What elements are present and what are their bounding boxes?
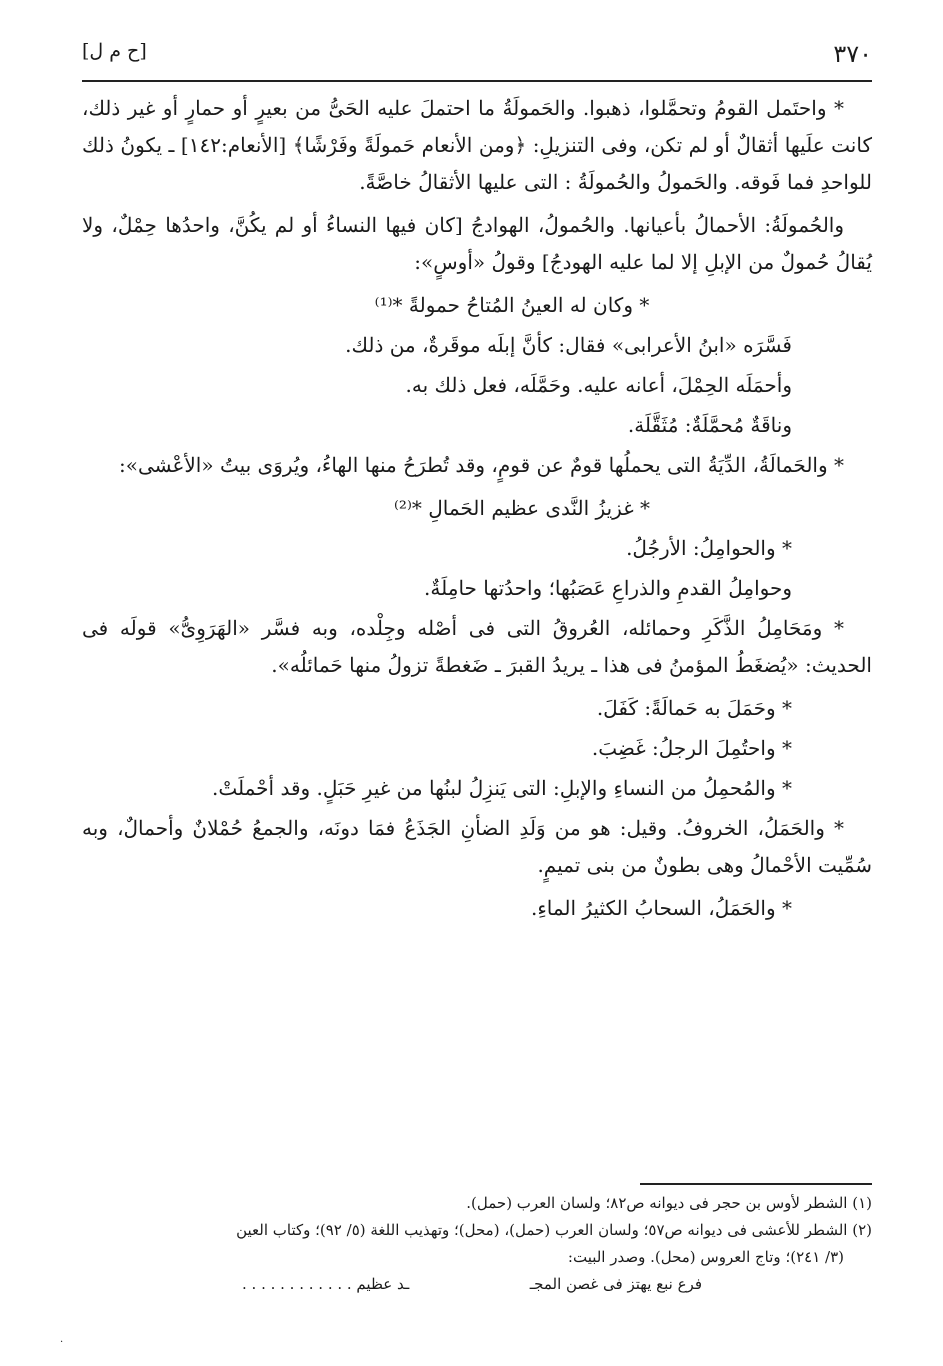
paragraph: وحوامِلُ القدمِ والذراعِ عَصَبُها؛ واحدُتها حامِلَةٌ. — [424, 576, 792, 600]
paragraph: * والحَمَلُ، الخروفُ. وقيل: هو من وَلَدِ الضأنِ الجَذَعُ فمَا دونَه، والجمعُ حُمْلانٌ وأحمالٌ، وبه سُمِّيت الأحْمالُ وهى بطونٌ من بنى تميمٍ. — [82, 816, 872, 877]
paragraph: * والحَمالَةُ، الدِّيَةُ التى يحملُها قومٌ عن قومٍ، وقد تُطرَحُ منها الهاءُ، ويُروَى بيتُ «الأعْشى»: — [118, 453, 844, 477]
footnote: (٢) الشطر للأعشى فى ديوانه ص٥٧؛ ولسان العرب (حمل)، (محل)؛ وتهذيب اللغة (٥/ ٩٢)؛ وكتاب العين — [236, 1221, 872, 1239]
footnote-verse — [82, 1271, 872, 1298]
verse-first-hemistich: فرع نبع يهتز فى غصن المجـ — [529, 1275, 702, 1293]
paragraph: * وحَمَلَ به حَمالَةً: كَفَلَ. — [596, 696, 792, 720]
paragraph: * ومَحَامِلُ الذَّكَرِ وحمائله، العُروقُ التى فى أصْله وجِلْده، وبه فسَّر «الهَرَوِىُّ» قولَه فى الحديث: «يُضغَطُ المؤمنُ فى هذا ـ يريدُ القبرَ ـ ضَغطةً تزولُ منها حَمائلُه». — [82, 616, 872, 677]
footnotes — [82, 1190, 872, 1298]
verse-line: * وكان له العينُ المُتاحُ حمولةً *⁽¹⁾ — [374, 293, 650, 317]
page-number: ٣٧٠ — [833, 40, 872, 68]
scan-mark: . — [60, 1334, 64, 1345]
verse-second-hemistich: ـد عظيم . . . . . . . . . . . . — [242, 1275, 410, 1293]
root-label: [ح م ل] — [82, 40, 147, 62]
header-rule — [82, 80, 872, 82]
paragraph: * والحوامِلُ: الأرجُلُ. — [626, 536, 792, 560]
footnote-continuation: (٣/ ٢٤١)؛ وتاج العروس (محل). وصدر البيت: — [567, 1248, 844, 1266]
page-header — [82, 40, 872, 70]
paragraph: * واحتُمِلَ الرجلُ: غَضِبَ. — [591, 736, 792, 760]
footnote: (١) الشطر لأوس بن حجر فى ديوانه ص٨٢؛ ولسان العرب (حمل). — [466, 1194, 872, 1212]
paragraph: * والحَمَلُ، السحابُ الكثيرُ الماءِ. — [530, 896, 792, 920]
verse-line: * غزيزُ النَّدى عظيم الحَمالِ *⁽²⁾ — [393, 496, 651, 520]
paragraph: وناقَةٌ مُحمَّلَةٌ: مُثَقَّلَة. — [627, 413, 792, 437]
paragraph: والحُمولَةُ: الأحمالُ بأعيانها. والحُمولُ، الهوادجُ [كان فيها النساءُ أو لم يكُنَّ، واحدُها حِمْلٌ، ولا يُقالُ حُمولٌ من الإبلِ إلا لما عليه الهودجُ] وقولُ «أوسٍ»: — [82, 213, 872, 274]
footnote-rule — [640, 1183, 872, 1185]
paragraph: * والمُحمِلُ من النساءِ والإبلِ: التى يَنزِلُ لبنُها من غيرِ حَبَلٍ. وقد أحْملَتْ. — [212, 776, 792, 800]
entry-body — [82, 90, 872, 930]
paragraph: فَسَّرَه «ابنُ الأعرابى» فقال: كأنَّ إبلَه موقَرةٌ، من ذلك. — [345, 333, 792, 357]
paragraph: * واحتَمل القومُ وتحمَّلوا، ذهبوا. والحَمولَةُ ما احتملَ عليه الحَىُّ من بعيرٍ أو حمارٍ أو غير ذلك، كانت علَيها أثقالٌ أو لم تكن، وفى التنزيلِ: ﴿ومن الأنعام حَمولَةً وفَرْشًا﴾ [الأنعام:١٤٢] ـ يكونُ ذلك للواحدِ فما فَوقه. والحَمولُ والحُمولَةُ : التى عليها الأثقالُ خاصَّةً. — [82, 96, 872, 194]
paragraph: وأحمَلَه الحِمْلَ، أعانه عليه. وحَمَّلَه، فعل ذلك به. — [405, 373, 792, 397]
